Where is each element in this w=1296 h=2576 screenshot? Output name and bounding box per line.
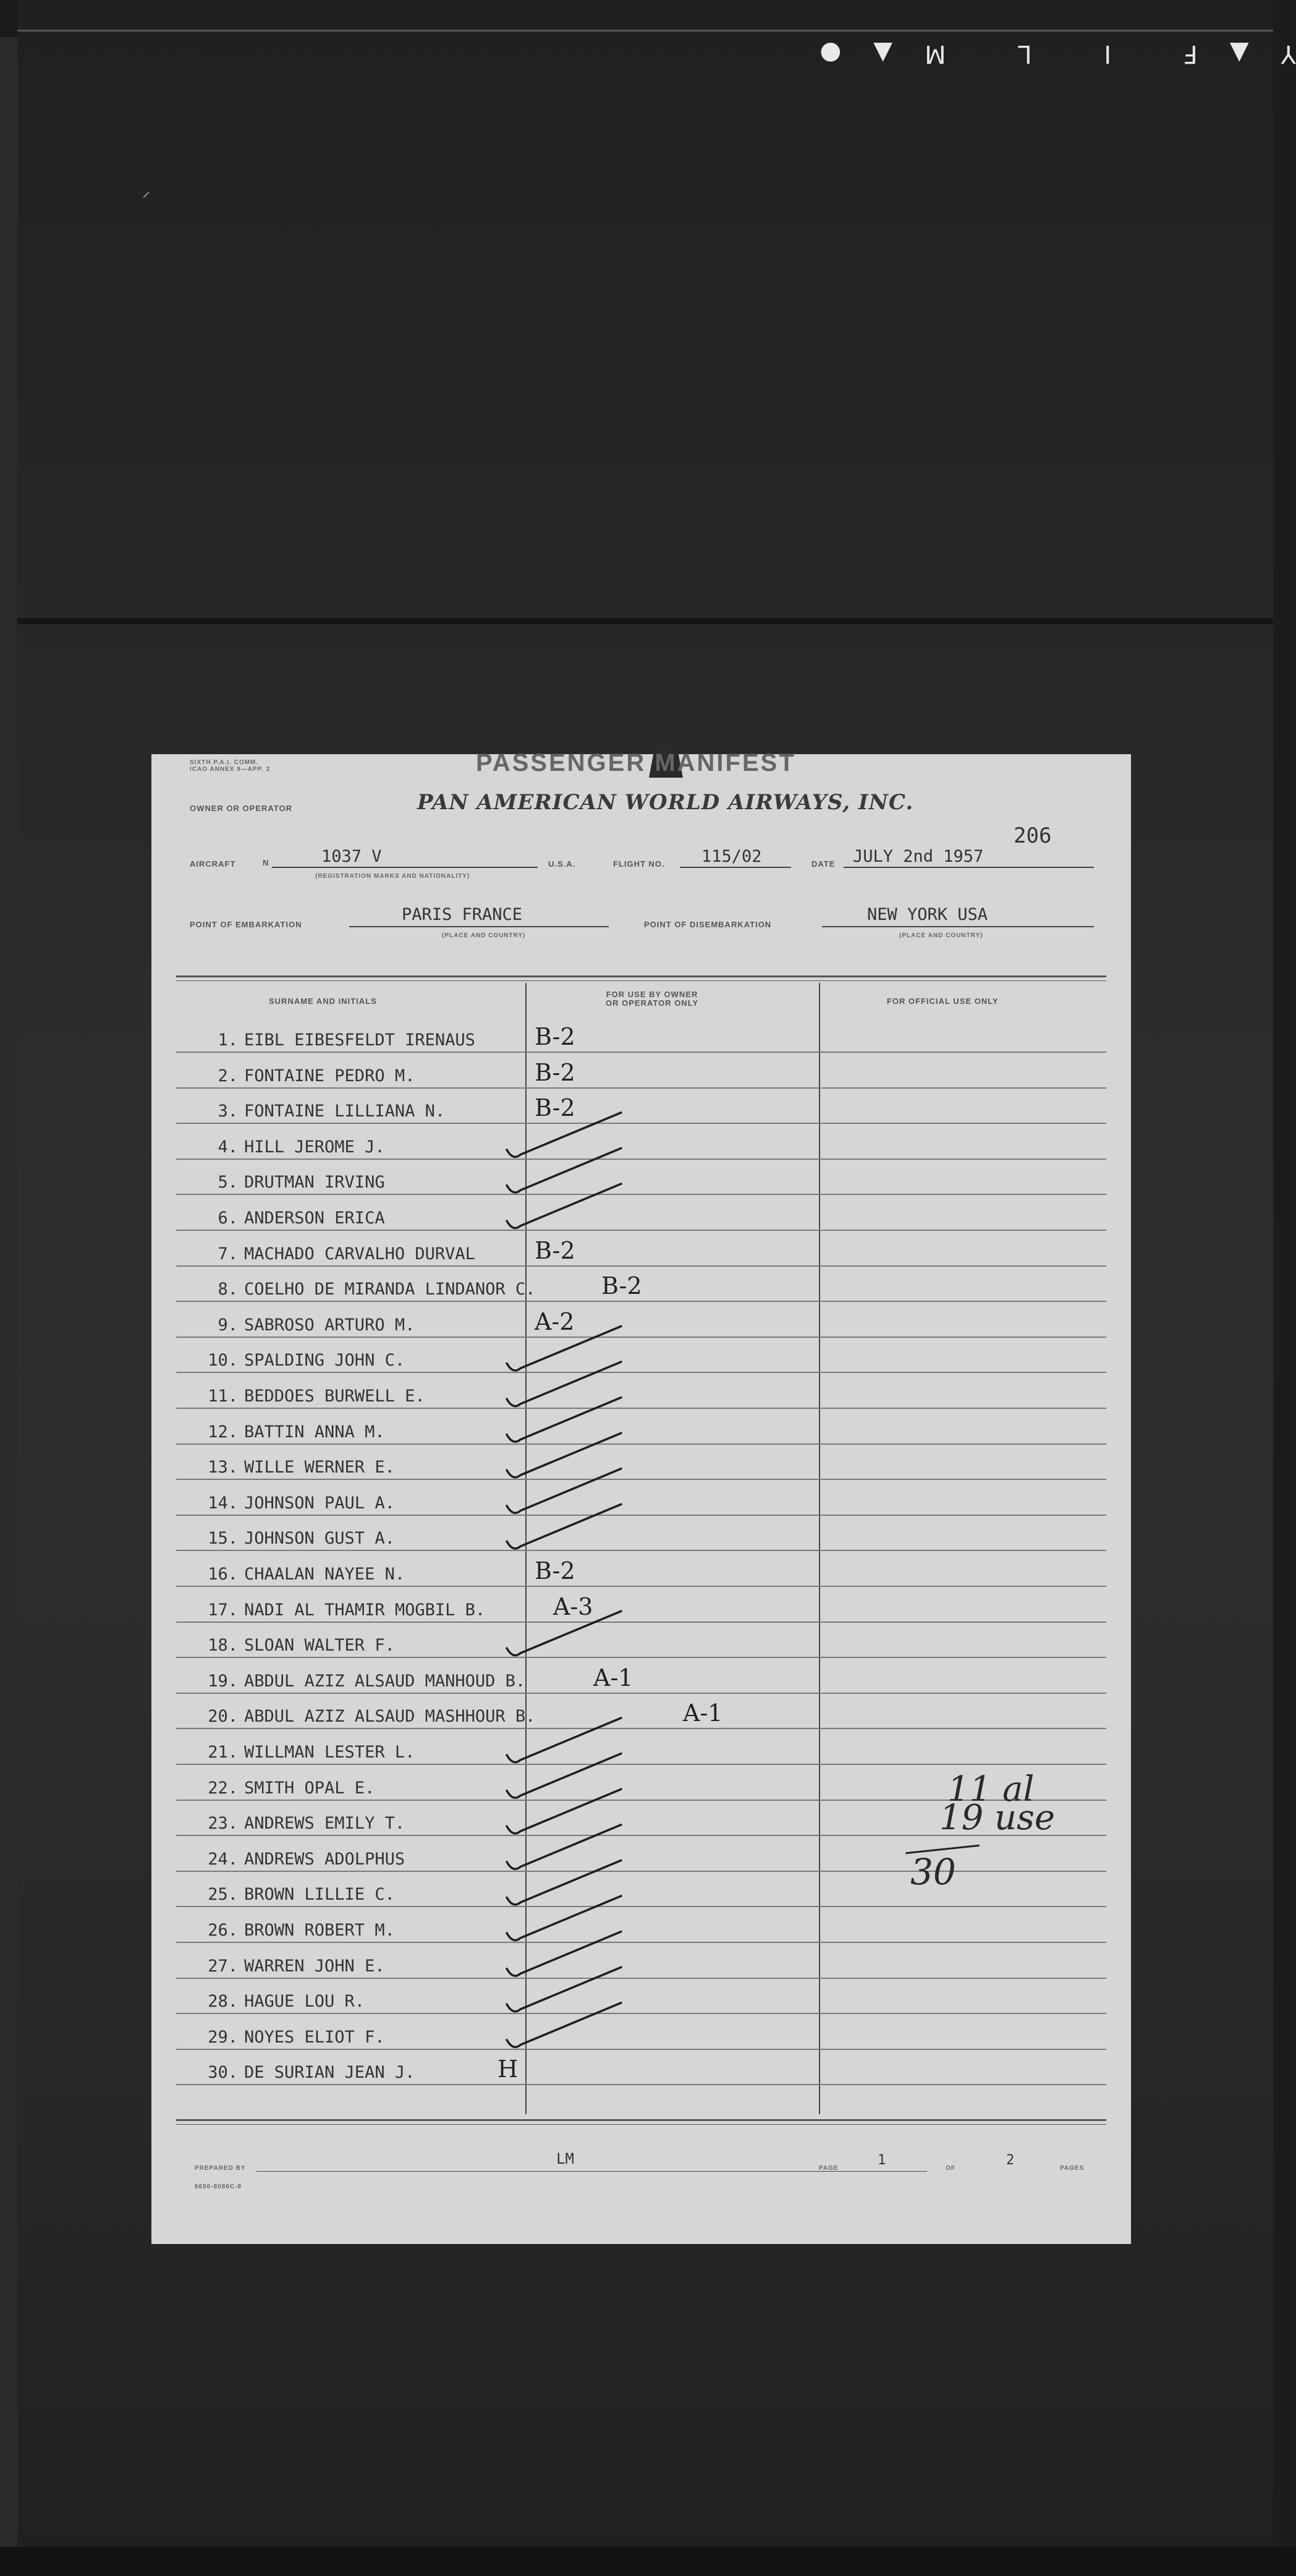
official-note-line2: 19 use — [939, 1798, 1056, 1838]
form-reference: SIXTH P.A.I. COMM. ICAO ANNEX 9—APP. 2 — [190, 759, 271, 773]
visa-class-mark: B-2 — [535, 1557, 575, 1584]
film-frame-divider — [17, 618, 1290, 624]
passenger-number: 6. — [218, 1209, 238, 1228]
passenger-number: 12. — [208, 1422, 238, 1442]
check-mark — [507, 1718, 621, 1762]
passenger-name: SPALDING JOHN C. — [244, 1351, 405, 1371]
passenger-number: 18. — [208, 1636, 238, 1656]
passenger-manifest-sheet — [151, 749, 1131, 2244]
check-mark — [507, 1469, 621, 1513]
passenger-number: 24. — [208, 1849, 238, 1869]
passenger-name: ANDREWS EMILY T. — [244, 1814, 405, 1834]
check-mark — [507, 1113, 621, 1157]
page-label: PAGE — [819, 2165, 839, 2172]
col-header-owner: FOR USE BY OWNER OR OPERATOR ONLY — [606, 990, 699, 1008]
passenger-number: 9. — [218, 1315, 238, 1335]
passenger-name: NADI AL THAMIR MOGBIL B. — [244, 1600, 486, 1620]
passenger-name: ANDREWS ADOLPHUS — [244, 1849, 405, 1869]
passenger-name: BEDDOES BURWELL E. — [244, 1387, 425, 1406]
handwritten-checkmarks — [151, 754, 1131, 2244]
frame-number: 206 — [1014, 823, 1052, 848]
passenger-name: JOHNSON PAUL A. — [244, 1493, 395, 1513]
embarkation-value: PARIS FRANCE — [402, 905, 523, 924]
passenger-name: ABDUL AZIZ ALSAUD MASHHOUR B. — [244, 1707, 536, 1727]
passenger-number: 28. — [208, 1992, 238, 2012]
passenger-number: 15. — [208, 1529, 238, 1549]
check-mark — [507, 1398, 621, 1442]
passenger-number: 3. — [218, 1102, 238, 1121]
check-mark — [507, 1148, 621, 1192]
aircraft-n-label: N — [263, 858, 269, 867]
check-mark — [507, 1860, 621, 1905]
passenger-name: WILLMAN LESTER L. — [244, 1743, 415, 1762]
col-header-official: FOR OFFICIAL USE ONLY — [887, 997, 999, 1006]
passenger-number: 17. — [208, 1600, 238, 1620]
passenger-name: BROWN ROBERT M. — [244, 1921, 395, 1940]
passenger-name: DRUTMAN IRVING — [244, 1173, 385, 1192]
embarkation-caption: (PLACE AND COUNTRY) — [442, 932, 526, 939]
passenger-number: 21. — [208, 1743, 238, 1762]
check-mark — [507, 1896, 621, 1941]
passenger-number: 19. — [208, 1671, 238, 1691]
pages-label: PAGES — [1060, 2165, 1085, 2172]
passenger-name: NOYES ELIOT F. — [244, 2027, 385, 2047]
prepared-by-label: PREPARED BY — [195, 2165, 246, 2172]
passenger-name: HILL JEROME J. — [244, 1137, 385, 1157]
visa-class-mark: B-2 — [535, 1236, 575, 1264]
passenger-name: FONTAINE LILLIANA N. — [244, 1102, 446, 1121]
passenger-number: 20. — [208, 1707, 238, 1727]
passenger-number: 7. — [218, 1244, 238, 1264]
passenger-number: 2. — [218, 1066, 238, 1086]
passenger-name: WARREN JOHN E. — [244, 1956, 385, 1976]
check-mark — [507, 1504, 621, 1549]
table-bottom-rule — [176, 2119, 1106, 2121]
visa-class-mark: H — [498, 2055, 519, 2083]
embarkation-label: POINT OF EMBARKATION — [190, 920, 302, 929]
passenger-name: FONTAINE PEDRO M. — [244, 1066, 415, 1086]
form-code: 6650-8086C-8 — [195, 2183, 242, 2190]
passenger-number: 22. — [208, 1778, 238, 1798]
pages-value: 2 — [1006, 2153, 1015, 2168]
date-label: DATE — [811, 859, 836, 869]
col-header-name: SURNAME AND INITIALS — [269, 997, 377, 1006]
passenger-name: SMITH OPAL E. — [244, 1778, 375, 1798]
disembarkation-value: NEW YORK USA — [867, 905, 988, 924]
passenger-name: ANDERSON ERICA — [244, 1209, 385, 1228]
disembarkation-caption: (PLACE AND COUNTRY) — [899, 932, 983, 939]
passenger-name: SLOAN WALTER F. — [244, 1636, 395, 1656]
passenger-name: ABDUL AZIZ ALSAUD MANHOUD B. — [244, 1671, 526, 1691]
visa-class-mark: B-2 — [535, 1023, 575, 1050]
form-title: PASSENGER MANIFEST — [476, 749, 796, 776]
check-mark — [507, 1967, 621, 2012]
country-label: U.S.A. — [548, 859, 576, 869]
passenger-number: 14. — [208, 1493, 238, 1513]
of-label: OF — [946, 2165, 955, 2172]
visa-class-mark: B-2 — [535, 1058, 575, 1086]
passenger-number: 30. — [208, 2063, 238, 2083]
check-mark — [507, 1184, 621, 1228]
passenger-number: 5. — [218, 1173, 238, 1192]
film-right-edge — [1273, 0, 1296, 2576]
passenger-number: 10. — [208, 1351, 238, 1371]
passenger-number: 29. — [208, 2027, 238, 2047]
passenger-name: CHAALAN NAYEE N. — [244, 1565, 405, 1584]
passenger-number: 8. — [218, 1280, 238, 1299]
date-value: JULY 2nd 1957 — [853, 847, 984, 866]
check-mark — [507, 1825, 621, 1869]
visa-class-mark: A-1 — [683, 1699, 723, 1727]
passenger-number: 4. — [218, 1137, 238, 1157]
passenger-name: JOHNSON GUST A. — [244, 1529, 395, 1549]
owner-label: OWNER OR OPERATOR — [190, 804, 293, 813]
check-mark — [507, 2003, 621, 2047]
owner-name: PAN AMERICAN WORLD AIRWAYS, INC. — [417, 790, 914, 815]
passenger-name: SABROSO ARTURO M. — [244, 1315, 415, 1335]
film-bottom-band — [0, 2547, 1296, 2576]
passenger-name: COELHO DE MIRANDA LINDANOR C. — [244, 1280, 536, 1299]
passenger-number: 27. — [208, 1956, 238, 1976]
film-edge-line — [17, 30, 1290, 32]
check-mark — [507, 1433, 621, 1477]
page-value: 1 — [878, 2153, 886, 2168]
official-note-total: 30 — [910, 1851, 956, 1893]
passenger-number: 1. — [218, 1031, 238, 1050]
check-mark — [507, 1326, 621, 1371]
disembarkation-label: POINT OF DISEMBARKATION — [644, 920, 772, 929]
registration-caption: (REGISTRATION MARKS AND NATIONALITY) — [315, 873, 470, 880]
passenger-number: 16. — [208, 1565, 238, 1584]
aircraft-label: AIRCRAFT — [190, 859, 236, 869]
check-mark — [507, 1362, 621, 1406]
passenger-number: 26. — [208, 1921, 238, 1940]
passenger-name: BATTIN ANNA M. — [244, 1422, 385, 1442]
visa-class-mark: B-2 — [535, 1094, 575, 1122]
passenger-number: 23. — [208, 1814, 238, 1834]
check-mark — [507, 1789, 621, 1834]
visa-class-mark: A-2 — [535, 1307, 575, 1335]
passenger-name: DE SURIAN JEAN J. — [244, 2063, 415, 2083]
passenger-name: BROWN LILLIE C. — [244, 1885, 395, 1905]
visa-class-mark: A-1 — [593, 1664, 633, 1691]
passenger-name: HAGUE LOU R. — [244, 1992, 365, 2012]
passenger-number: 11. — [208, 1387, 238, 1406]
passenger-name: MACHADO CARVALHO DURVAL — [244, 1244, 475, 1264]
passenger-number: 25. — [208, 1885, 238, 1905]
passenger-name: WILLE WERNER E. — [244, 1458, 395, 1477]
official-note-line1: 11 al — [947, 1769, 1035, 1809]
film-speck: ⸝ — [142, 182, 151, 201]
film-edge-code: Y▲F I L M▲● — [787, 40, 1296, 68]
check-mark — [507, 1932, 621, 1976]
flight-value: 115/02 — [701, 847, 762, 866]
check-mark — [507, 1754, 621, 1798]
check-mark — [507, 1611, 621, 1656]
aircraft-value: 1037 V — [321, 847, 382, 866]
flight-label: FLIGHT NO. — [613, 859, 665, 869]
visa-class-mark: A-3 — [553, 1592, 593, 1620]
table-bottom-rule-thin — [176, 2124, 1106, 2125]
visa-class-mark: B-2 — [601, 1272, 642, 1300]
passenger-number: 13. — [208, 1458, 238, 1477]
passenger-name: EIBL EIBESFELDT IRENAUS — [244, 1031, 475, 1050]
prepared-by-value: LM — [556, 2150, 574, 2167]
